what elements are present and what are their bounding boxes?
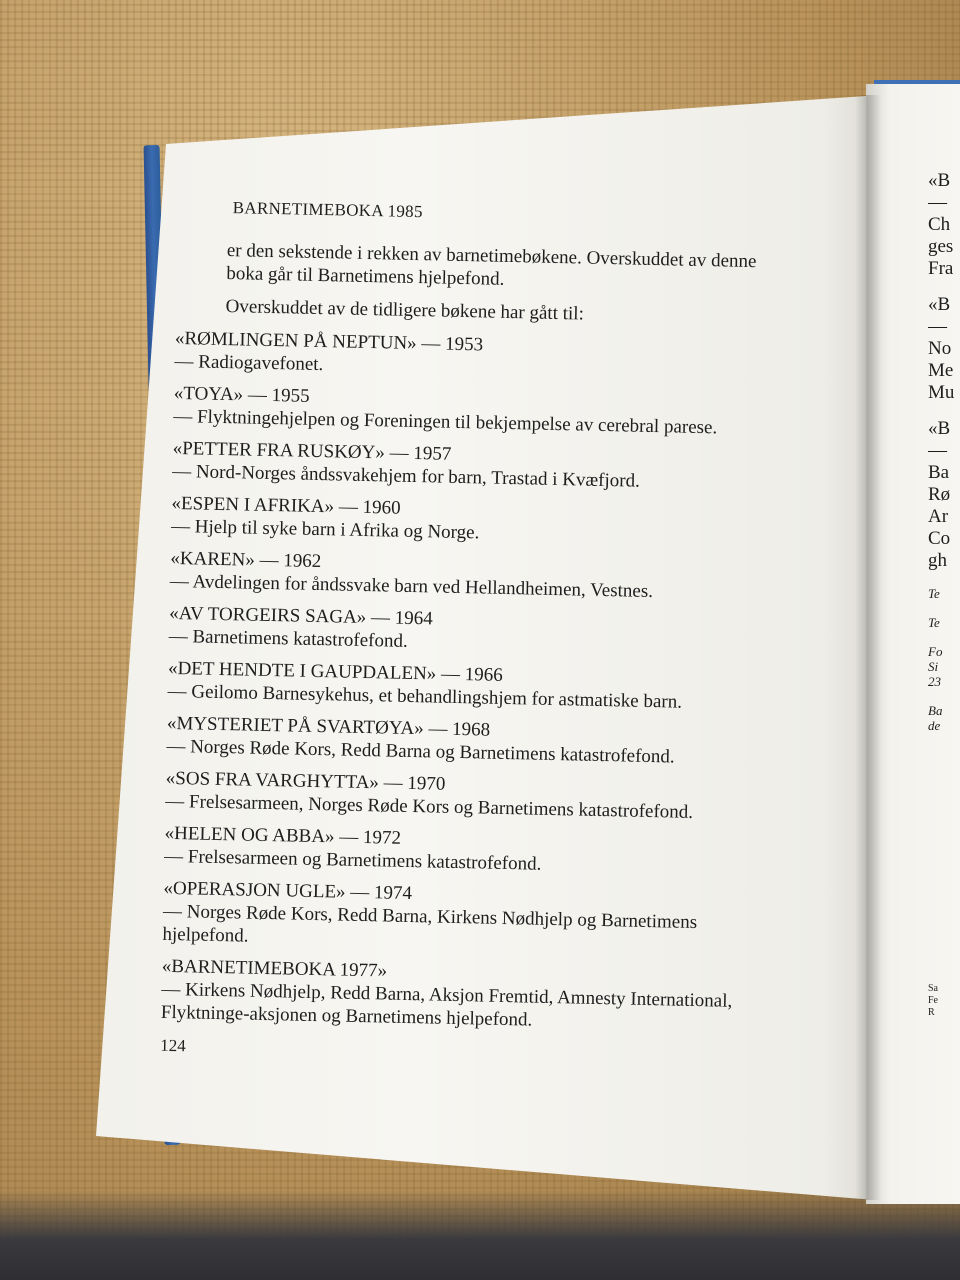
text-fragment: Co — [928, 528, 951, 549]
text-fragment: Sa — [928, 983, 938, 994]
list-item — [174, 327, 795, 386]
list-item — [167, 657, 788, 716]
text-fragment: gh — [928, 550, 947, 571]
text-fragment: Fra — [928, 258, 954, 279]
text-fragment: Si — [928, 659, 939, 674]
text-fragment: — — [928, 440, 947, 461]
text-fragment: Mu — [928, 382, 955, 403]
beneficiary: — Barnetimens katastrofefond. — [168, 625, 408, 652]
book-spine-gutter — [855, 95, 881, 1200]
text-fragment: Ch — [928, 214, 951, 235]
beneficiary: — Hjelp til syke barn i Afrika og Norge. — [170, 515, 480, 544]
beneficiary: — Frelsesarmeen og Barnetimens katastrofefond. — [163, 845, 542, 875]
text-fragment: Ba — [928, 703, 943, 718]
list-item — [172, 437, 793, 496]
book-title: «RØMLINGEN PÅ NEPTUN» — 1953 — [174, 327, 484, 356]
text-fragment: Te — [928, 615, 940, 630]
book-title: «AV TORGEIRS SAGA» — 1964 — [169, 602, 433, 630]
book-title: «HELEN OG ABBA» — 1972 — [164, 822, 402, 849]
list-item — [171, 492, 792, 551]
text-fragment: Fe — [928, 995, 938, 1006]
text-fragment: Ba — [928, 462, 950, 483]
list-item — [169, 602, 790, 661]
text-fragment: «B — [928, 294, 951, 315]
tablecloth-shadow — [0, 1190, 960, 1280]
text-fragment: «B — [928, 418, 951, 439]
text-fragment: Ar — [928, 506, 949, 527]
book-title: «PETTER FRA RUSKØY» — 1957 — [172, 437, 452, 465]
text-fragment: — — [928, 192, 947, 213]
beneficiary: — Norges Røde Kors, Redd Barna og Barnetimens katastrofefond. — [166, 735, 675, 768]
list-item — [164, 822, 785, 881]
text-fragment: — — [928, 316, 947, 337]
text-fragment: Rø — [928, 484, 951, 505]
book-title: «SOS FRA VARGHYTTA» — 1970 — [165, 767, 446, 795]
list-item — [173, 382, 794, 441]
book-title: «ESPEN I AFRIKA» — 1960 — [171, 492, 401, 519]
list-item — [165, 767, 786, 826]
list-item — [170, 547, 791, 606]
text-fragment: ges — [928, 236, 954, 257]
lead-paragraph: Overskuddet av de tidligere bøkene har gått til: — [225, 296, 585, 325]
text-fragment: «B — [928, 170, 951, 191]
text-fragment: 23 — [928, 674, 941, 689]
beneficiary: — Frelsesarmeen, Norges Røde Kors og Barnetimens katastrofefond. — [165, 790, 694, 823]
book-title: «TOYA» — 1955 — [173, 382, 310, 407]
beneficiary: — Avdelingen for åndssvake barn ved Hellandheimen, Vestnes. — [169, 570, 654, 603]
text-fragment: Te — [928, 586, 940, 601]
list-item — [161, 955, 782, 1037]
page-heading: BARNETIMEBOKA 1985 — [232, 198, 423, 222]
list-item — [162, 877, 783, 959]
beneficiary: — Geilomo Barnesykehus, et behandlingshjem for astmatiske barn. — [167, 680, 683, 713]
right-page-text — [928, 170, 960, 1019]
list-item — [166, 712, 787, 771]
left-page-text — [160, 195, 798, 1070]
beneficiary: — Radiogavefonet. — [174, 350, 324, 376]
beneficiary: — Kirkens Nødhjelp, Redd Barna, Aksjon Fremtid, Amnesty International, Flyktninge-aksjonen og Barnetimens hjelpefond. — [160, 978, 733, 1031]
intro-paragraph: er den sekstende i rekken av barnetimebøkene. Overskuddet av denne boka går til Barnetimens hjelpefond. — [226, 240, 757, 290]
book-title: «OPERASJON UGLE» — 1974 — [163, 877, 413, 905]
text-fragment: de — [928, 718, 941, 733]
book-title: «KAREN» — 1962 — [170, 547, 322, 573]
text-fragment: R — [928, 1007, 935, 1018]
book-title: «DET HENDTE I GAUPDALEN» — 1966 — [167, 657, 503, 686]
text-fragment: No — [928, 338, 952, 359]
text-fragment: Me — [928, 360, 954, 381]
beneficiary: — Nord-Norges åndssvakehjem for barn, Trastad i Kvæfjord. — [171, 460, 641, 492]
page-number: 124 — [159, 1035, 186, 1056]
text-fragment: Fo — [928, 644, 943, 659]
beneficiary: — Norges Røde Kors, Redd Barna, Kirkens Nødhjelp og Barnetimens hjelpefond. — [162, 900, 698, 947]
beneficiary: — Flyktningehjelpen og Foreningen til bekjempelse av cerebral parese. — [173, 405, 718, 439]
book-title: «BARNETIMEBOKA 1977» — [161, 955, 388, 982]
book-title: «MYSTERIET PÅ SVARTØYA» — 1968 — [166, 712, 491, 741]
